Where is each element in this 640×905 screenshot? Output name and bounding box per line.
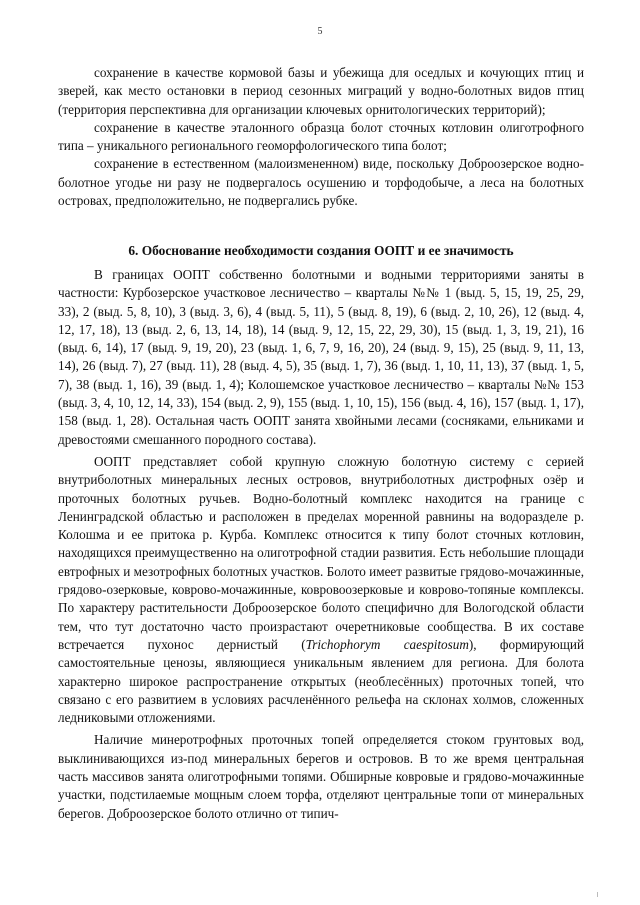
paragraph-text-after-species: ), формирующий самостоятельные ценозы, являющиеся уникальным явлением для региона. Для болота характерно широкое распространение открытых (необлесённых) проточных топей, что связано с его развитием в условиях расчленённого рельефа на склонах холмов, сложенных ледниковыми отложениями.	[58, 636, 585, 726]
paragraph-territory-composition: В границах ООПТ собственно болотными и водными территориями заняты в частности: Курбозерское участковое лесничество – кварталы №№ 1 (выд. 5, 15, 19, 25, 29, 33), 2 (выд. 5, 8, 10), 3 (выд. 3, 6), 4 (выд. 5, 11), 5 (выд. 8, 19), 6 (выд. 2, 10, 26), 12 (выд. 4, 12, 17, 18), 13 (выд. 2, 6, 13, 14, 18), 14 (выд. 9, 12, 15, 22, 29, 30), 15 (выд. 1, 3, 19, 21), 16 (выд. 6, 14), 17 (выд. 9, 19, 20), 23 (выд. 1, 6, 7, 9, 16, 20), 24 (выд. 9, 15), 25 (выд. 9, 11, 13, 14), 26 (выд. 7), 27 (выд. 11), 28 (выд. 4, 5), 35 (выд. 1, 7), 36 (выд. 1, 10, 11, 13), 37 (выд. 1, 5, 7), 38 (выд. 1, 16), 39 (выд. 1, 4); Колошемское участковое лесничество – кварталы №№ 153 (выд. 3, 4, 10, 12, 14, 33), 154 (выд. 2, 9), 155 (выд. 1, 10, 15), 156 (выд. 4, 16), 157 (выд. 1, 17), 158 (выд. 1, 28). Остальная часть ООПТ занята хвойными лесами (сосняками, ельниками и древостоями смешанного породного состава).	[58, 267, 584, 447]
scan-artifact-mark	[597, 892, 598, 897]
paragraph-reference-sample: сохранение в качестве эталонного образца болот сточных котловин олиготрофного типа – уникального регионального геоморфологического типа болот;	[58, 119, 584, 154]
paragraph-bog-system-description	[58, 453, 584, 727]
paragraph-natural-state: сохранение в естественном (малоизмененном) виде, поскольку Доброозерское водно-болотное угодье ни разу не подвергалось осушению и торфодобыче, а леса на болотных островах, предположительно, не подвергались рубке.	[58, 156, 584, 209]
paragraph-minerotrophic-fens: Наличие минеротрофных проточных топей определяется стоком грунтовых вод, выклинивающихся из-под минеральных берегов и островов. В то же время центральная часть массивов занята олиготрофными топями. Обширные ковровые и грядово-мочажинные участки, подстилаемые мощным слоем торфа, отделяют центральные топи от минеральных берегов. Доброозерское болото отлично от типич-	[58, 732, 584, 821]
intro-text-block	[58, 64, 584, 210]
page-number: 5	[317, 26, 323, 37]
section-text-block	[58, 266, 584, 823]
paragraph-forage-base: сохранение в качестве кормовой базы и убежища для оседлых и кочующих птиц и зверей, как место остановки в период сезонных миграций у водно-болотных видов птиц (территория перспективна для организации ключевых орнитологических территорий);	[58, 65, 584, 117]
species-latin-name: Trichophorym caespitosum	[305, 636, 469, 652]
section-heading: 6. Обоснование необходимости создания ООПТ и ее значимость	[128, 243, 514, 258]
paragraph-text-before-species: ООПТ представляет собой крупную сложную болотную систему с серией внутриболотных минеральных лесных островов, внутриболотных дистрофных озёр и проточных болотных ручьев. Водно-болотный комплекс находится на границе с Ленинградской областью и расположен в пределах моренной равнины на водоразделе р. Колошма и ее притока р. Курба. Комплекс относится к типу болот сточных котловин, находящихся преимущественно на олиготрофной стадии развития. Есть небольшие площади евтрофных и мезотрофных болотных участков. Болото имеет развитые грядово-мочажинные, грядово-озерковые, ковровo-мочажинные, ковровоозерковые и ковровo-топяные комплексы. По характеру растительности Доброозерское болото специфично для Вологодской области тем, что тут достаточно часто произрастают очеретниковые сообщества. В их составе встречается пухонос дернистый (	[58, 453, 584, 652]
